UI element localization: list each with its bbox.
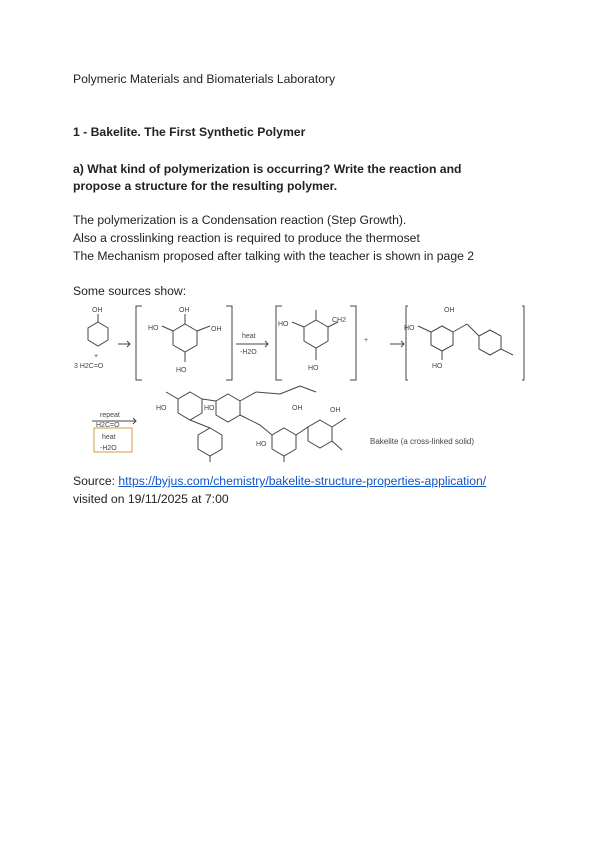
bakelite-label: Bakelite (a cross-linked solid) xyxy=(370,437,475,446)
question-line-1: a) What kind of polymerization is occurring? Write the reaction and xyxy=(73,162,462,176)
phenol-oh-label: OH xyxy=(92,307,103,314)
bakelite-reaction-scheme xyxy=(70,300,530,470)
plus-sign: + xyxy=(94,353,99,360)
phenol-plus-label: + xyxy=(364,337,369,344)
quinone-ho-label-bottom: HO xyxy=(308,365,319,372)
bakelite-network xyxy=(166,386,346,462)
answer-line-2: Also a crosslinking reaction is required to produce the thermoset xyxy=(73,231,420,245)
network-ho-label-3: HO xyxy=(256,441,267,448)
hydroxymethyl-phenol-ring xyxy=(173,324,197,352)
repeat-heat-label: heat xyxy=(102,434,116,441)
course-header: Polymeric Materials and Biomaterials Laboratory xyxy=(73,72,336,86)
network-oh-label-1: OH xyxy=(292,405,303,412)
bracket-1-right xyxy=(226,306,232,380)
trimethylol-oh-label-right: OH xyxy=(211,326,222,333)
section-title: 1 - Bakelite. The First Synthetic Polymer xyxy=(73,125,306,139)
trimethylol-oh-label: OH xyxy=(179,307,190,314)
bracket-1-left xyxy=(136,306,142,380)
quinone-ho-label-left: HO xyxy=(278,321,289,328)
source-link[interactable]: https://byjus.com/chemistry/bakelite-structure-properties-application/ xyxy=(118,474,487,488)
trimethylol-ho-label-bottom: HO xyxy=(176,367,187,374)
answer-line-3: The Mechanism proposed after talking with the teacher is shown in page 2 xyxy=(73,249,475,263)
repeat-label: repeat xyxy=(100,412,120,419)
repeat-h2co-label: H2C=O xyxy=(96,422,120,429)
repeat-water-label: -H2O xyxy=(100,445,117,452)
trimethylol-ho-label-left: HO xyxy=(148,325,159,332)
question-line-2: propose a structure for the resulting polymer. xyxy=(73,179,338,193)
network-ho-label-2: HO xyxy=(204,405,215,412)
dimer-bracket-left xyxy=(406,306,408,380)
answer-line-1: The polymerization is a Condensation reaction (Step Growth). xyxy=(73,213,407,227)
quinone-methide-ring xyxy=(304,320,328,348)
source-prefix: Source: xyxy=(73,474,119,488)
dimer-ho-label-left: HO xyxy=(404,325,415,332)
dimer-ring-left xyxy=(431,326,453,351)
bracket-2-left xyxy=(276,306,282,380)
quinone-ch2-label: CH2 xyxy=(332,317,347,324)
sources-intro: Some sources show: xyxy=(73,284,187,298)
phenol-ring xyxy=(88,322,108,346)
dimer-bracket-right xyxy=(522,306,524,380)
dimer-ring-right xyxy=(479,330,501,355)
bracket-2-right xyxy=(350,306,356,380)
heat-label: heat xyxy=(242,333,256,340)
water-loss-label: -H2O xyxy=(240,349,257,356)
dimer-ho-label-bottom: HO xyxy=(432,363,443,370)
formaldehyde-label: 3 H2C=O xyxy=(74,363,104,370)
visited-date: visited on 19/11/2025 at 7:00 xyxy=(73,492,229,506)
network-oh-label-2: OH xyxy=(330,407,341,414)
dimer-oh-label: OH xyxy=(444,307,455,314)
network-ho-label-1: HO xyxy=(156,405,167,412)
source-line xyxy=(73,474,486,488)
